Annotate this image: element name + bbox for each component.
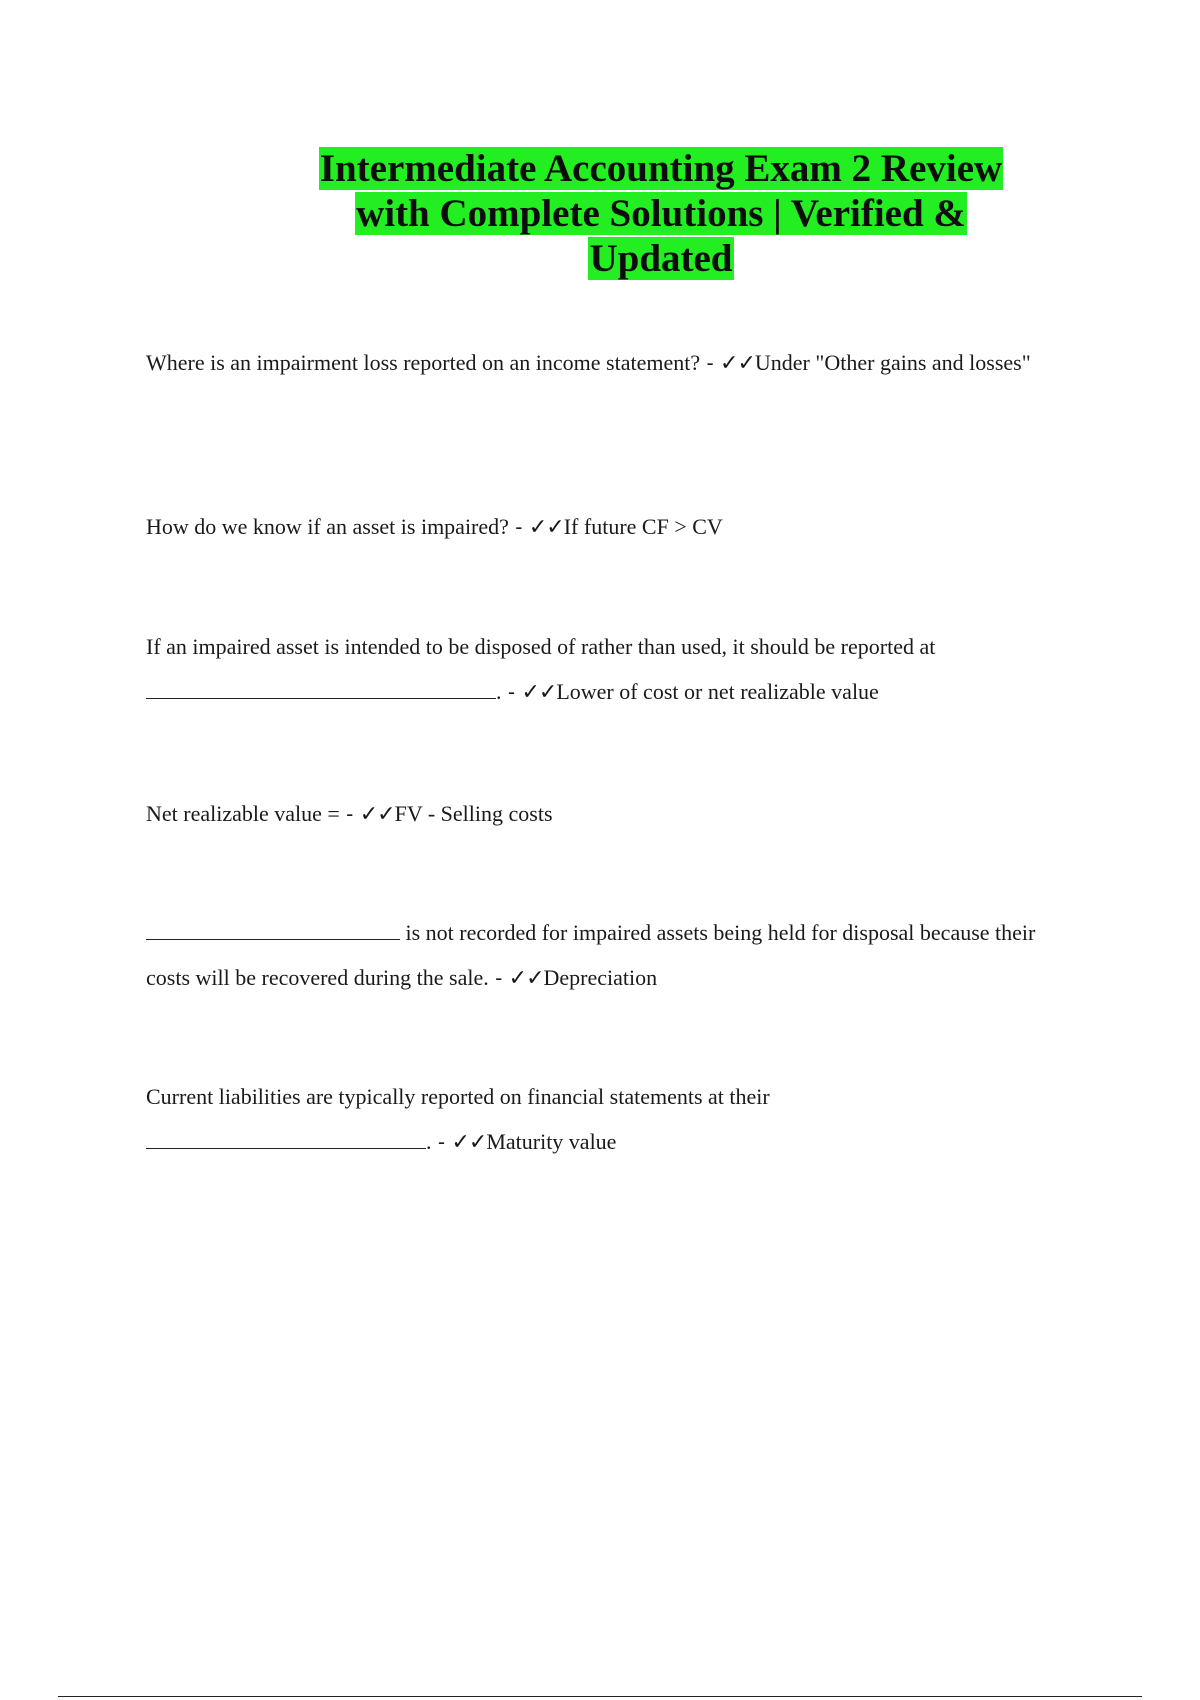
question-text: If an impaired asset is intended to be disposed of rather than used, it should be reported at xyxy=(146,634,936,659)
question-text: Current liabilities are typically reported on financial statements at their xyxy=(146,1084,770,1109)
qa-item-asset-impaired xyxy=(146,504,1076,550)
answer-text: Depreciation xyxy=(543,965,658,990)
qa-item-depreciation xyxy=(146,910,1076,1001)
question-text: is not recorded for impaired assets being held for disposal because their costs will be recovered during the sale. xyxy=(146,920,1036,990)
double-check-icon: ✓✓ xyxy=(521,680,557,705)
fill-in-blank xyxy=(146,1126,426,1149)
double-check-icon: ✓✓ xyxy=(720,351,755,376)
document-title xyxy=(300,146,1022,281)
separator: - xyxy=(431,1130,452,1154)
separator: - xyxy=(488,966,509,990)
qa-item-disposed-asset xyxy=(146,624,1076,715)
title-line-2: with Complete Solutions | Verified & xyxy=(356,192,966,235)
title-line-1: Intermediate Accounting Exam 2 Review xyxy=(319,147,1003,190)
question-text: How do we know if an asset is impaired? xyxy=(146,514,509,539)
question-end: . xyxy=(496,679,502,704)
double-check-icon: ✓✓ xyxy=(528,515,564,540)
separator: - xyxy=(700,351,721,375)
answer-text: If future CF > CV xyxy=(563,514,723,539)
qa-item-net-realizable-value xyxy=(146,791,1076,837)
question-text: Where is an impairment loss reported on an income statement? xyxy=(146,350,701,375)
answer-text: Lower of cost or net realizable value xyxy=(556,679,879,704)
separator: - xyxy=(339,802,360,826)
fill-in-blank xyxy=(146,676,496,699)
double-check-icon: ✓✓ xyxy=(508,966,544,991)
answer-text: FV - Selling costs xyxy=(394,801,553,826)
separator: - xyxy=(508,515,529,539)
separator: - xyxy=(501,680,522,704)
qa-item-current-liabilities xyxy=(146,1074,1076,1165)
double-check-icon: ✓✓ xyxy=(451,1130,487,1155)
fill-in-blank xyxy=(146,917,400,940)
qa-item-impairment-loss xyxy=(146,340,1076,386)
title-line-3: Updated xyxy=(589,237,733,280)
answer-text: Under "Other gains and losses" xyxy=(754,350,1031,375)
double-check-icon: ✓✓ xyxy=(359,802,395,827)
footer-divider xyxy=(58,1696,1142,1697)
question-end: . xyxy=(426,1129,432,1154)
answer-text: Maturity value xyxy=(486,1129,617,1154)
question-text: Net realizable value = xyxy=(146,801,340,826)
